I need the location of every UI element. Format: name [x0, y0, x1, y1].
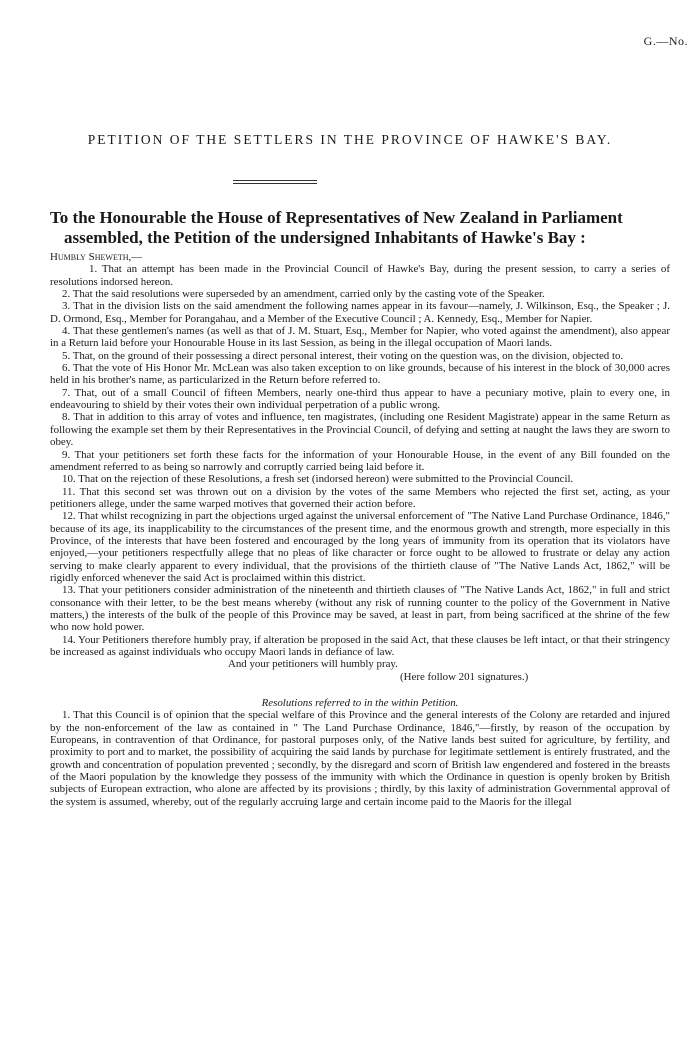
petition-paragraph: 1. That an attempt has been made in the Provincial Council of Hawke's Bay, during the present session, to carry a series of resolutions indorsed hereon.	[50, 263, 670, 288]
petition-paragraph: 14. Your Petitioners therefore humbly pray, if alteration be proposed in the said Act, that these clauses be left intact, or that their stringency be increased as against individuals who occupy Maori lands in defiance of law.	[50, 633, 670, 658]
petition-paragraph: 13. That your petitioners consider administration of the nineteenth and thirtieth clauses of "The Native Lands Act, 1862," in full and strict consonance with their letter, to be the best means whereby (without any risk of running counter to the policy of the Government in Native matters,) the interests of the bulk of the people of this Province may be saved, at least in part, from being sacrificed at the shrine of the few who now hold power.	[50, 584, 670, 634]
resolution-paragraph: 1. That this Council is of opinion that the special welfare of this Province and the general interests of the Colony are retarded and injured by the non-enforcement of the law as contained in " The Land Purchase Ordinance, 1846,"—firstly, by reason of the occupation by Europeans, in contravention of that Ordinance, for pastoral purposes only, of the Native lands best suited for agriculture, by fertility, and proximity to port and to market, the possibility of acquiring the said lands by purchase for legitimate settlement is entirely frustrated, and the growth and concentration of population prevented ; secondly, by the disregard and scorn of British law engendered and fostered in the breasts of the Maori population by the knowledge they possess of the immunity with which the Ordinance in question is openly broken by British subjects of European extraction, who alone are affected by its provisions ; thirdly, by this laxity of administration Governmental approval of the system is assumed, whereby, out of the regularly accruing large and certain income paid to the Maoris for the illegal	[50, 709, 670, 808]
petition-paragraph: 9. That your petitioners set forth these facts for the information of your Honourable House, in the event of any Bill founded on the amendment referred to as being so narrowly and corruptly carried being laid before it.	[50, 448, 670, 473]
petition-paragraph: 2. That the said resolutions were superseded by an amendment, carried only by the casting vote of the Speaker.	[62, 288, 545, 301]
petition-paragraph: 8. That in addition to this array of votes and influence, ten magistrates, (including one Resident Magistrate) appear in the same Return as following the example set them by their Representatives in the Provincial Council, of defying and setting at naught the laws they are sworn to obey.	[50, 411, 670, 449]
petition-body	[50, 251, 670, 808]
salutation: Humbly Sheweth,—	[50, 251, 143, 263]
petition-paragraph: 6. That the vote of His Honor Mr. McLean was also taken exception to on like grounds, because of his interest in the block of 30,000 acres held in his brother's name, as particularized in the Return before referred to.	[50, 362, 670, 387]
title-divider-top	[233, 180, 317, 181]
page-reference: G.—No.	[643, 34, 688, 48]
petition-paragraph: 12. That whilst recognizing in part the objections urged against the universal enforcement of "The Native Land Purchase Ordinance, 1846," because of its age, its inapplicability to the circumstances of the present time, and the enormous growth and strength, more especially in this Province, of the interests that have been fostered and encouraged by the long years of immunity from its operation that its violators have enjoyed,—your petitioners respectfully allege that no pleas of like character or force ought to be allowed to frustrate or delay any action serving to make clearly apparent to every individual, that the provisions of the thirtieth clause of "The Native Lands Act, 1862," will be rigidly enforced whenever the said Act is proclaimed within this district.	[50, 510, 670, 584]
petition-address: To the Honourable the House of Representatives of New Zealand in Parliament assembled, the Petition of the undersigned Inhabitants of Hawke's Bay :	[50, 208, 623, 247]
petition-paragraph: 11. That this second set was thrown out on a division by the votes of the same Members who rejected the first set, acting, as your petitioners allege, under the same warped motives that governed their action before.	[50, 485, 670, 510]
petition-paragraph: 3. That in the division lists on the said amendment the following names appear in its favour—namely, J. Wilkinson, Esq., the Speaker ; J. D. Ormond, Esq., Member for Porangahau, and a Member of the Executive Council ; A. Kennedy, Esq., Member for Napier.	[50, 300, 670, 325]
petition-paragraph: 7. That, out of a small Council of fifteen Members, nearly one-third thus appear to have a pecuniary motive, plain to every one, in endeavouring to shield by their votes their own individual perpetration of a public wrong.	[50, 386, 670, 412]
resolutions-heading: Resolutions referred to in the within Petition.	[261, 697, 459, 710]
signatures-note: (Here follow 201 signatures.)	[400, 670, 529, 683]
petition-paragraph: 10. That on the rejection of these Resolutions, a fresh set (indorsed hereon) were submitted to the Provincial Council.	[62, 473, 574, 486]
petition-paragraph: 4. That these gentlemen's names (as well as that of J. M. Stuart, Esq., Member for Napier, who voted against the amendment), also appear in a Return laid before your Honourable House in its last Session, as being in the illegal occupation of Maori lands.	[50, 325, 670, 350]
petition-paragraph: 5. That, on the ground of their possessing a direct personal interest, their voting on the question was, on the division, objected to.	[62, 349, 624, 362]
petition-closing: And your petitioners will humbly pray.	[228, 658, 398, 671]
title-divider-bottom	[233, 183, 317, 184]
document-title: PETITION OF THE SETTLERS IN THE PROVINCE OF HAWKE'S BAY.	[87, 132, 613, 147]
